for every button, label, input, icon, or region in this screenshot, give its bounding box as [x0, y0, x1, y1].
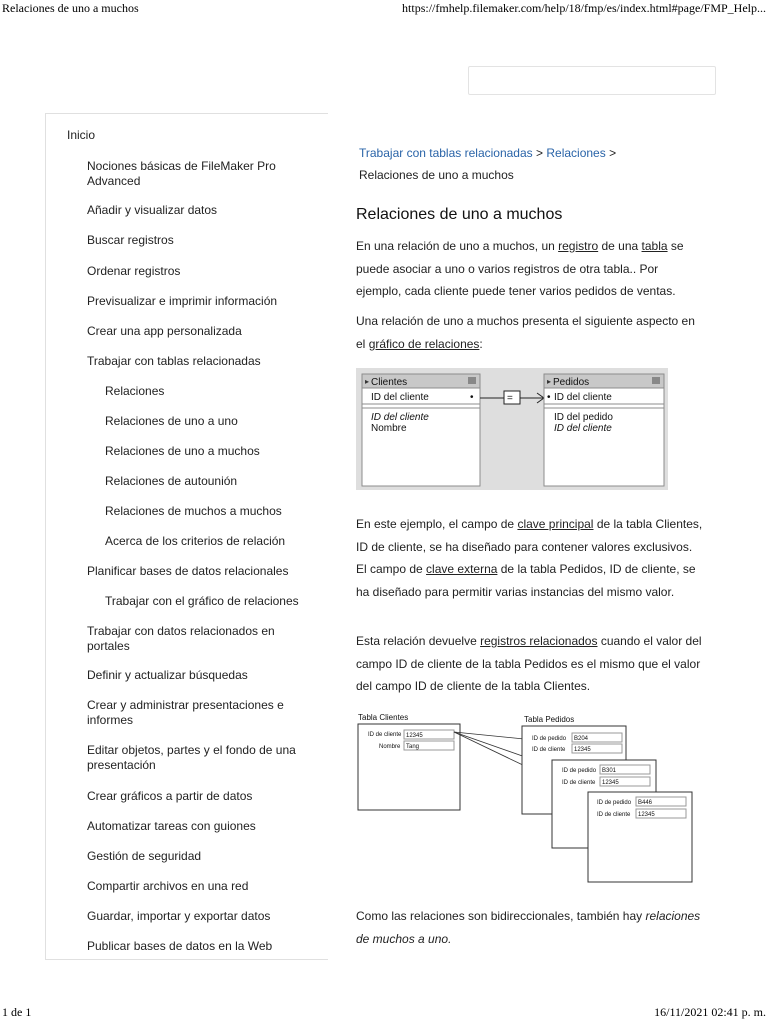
table-occurrence-clientes	[362, 374, 480, 486]
svg-text:12345: 12345	[574, 747, 591, 753]
breadcrumb-separator: >	[536, 146, 544, 160]
toc-item-criterios[interactable]: Acerca de los criterios de relación	[105, 534, 286, 548]
toc-item-editar-objetos[interactable]: Editar objetos, partes y el fondo de una presentación	[87, 743, 296, 772]
toc-item-uno-a-uno[interactable]: Relaciones de uno a uno	[105, 414, 238, 428]
breadcrumb	[359, 142, 659, 186]
paragraph-example: En este ejemplo, el campo de clave principal de la tabla Clientes, ID de cliente, se ha diseñado para contener valores exclusivos. El campo de clave externa de la tabla Pedidos, ID de cliente, se ha diseñado para permitir varias instancias del mismo valor.	[356, 517, 703, 599]
toc-item-tablas-relacionadas[interactable]: Trabajar con tablas relacionadas	[87, 354, 261, 368]
key-field-clientes: ID del cliente	[371, 392, 429, 403]
breadcrumb-separator: >	[609, 146, 617, 160]
client-record-card	[358, 724, 460, 810]
toc-item-publicar[interactable]: Publicar bases de datos en la Web	[87, 939, 273, 953]
paragraph-intro: En una relación de uno a muchos, un registro de una tabla se puede asociar a uno o varios registros de otra tabla.. Por ejemplo, cada cliente puede tener varios pedidos de ventas.	[356, 239, 684, 298]
toc-item-portales[interactable]: Trabajar con datos relacionados en portales	[87, 624, 275, 653]
key-field-pedidos: ID del cliente	[554, 392, 612, 403]
toc-item-presentaciones[interactable]: Crear y administrar presentaciones e informes	[87, 698, 284, 727]
link-registro[interactable]: registro	[558, 239, 599, 253]
field-id-cliente-pedidos: ID del cliente	[554, 423, 612, 434]
svg-text:ID de cliente: ID de cliente	[532, 747, 566, 753]
toc-item-busquedas[interactable]: Definir y actualizar búsquedas	[87, 668, 248, 682]
svg-text:Nombre: Nombre	[379, 744, 401, 750]
svg-text:B204: B204	[574, 736, 589, 742]
svg-text:ID de pedido: ID de pedido	[597, 800, 632, 806]
toc-item-seguridad[interactable]: Gestión de seguridad	[87, 849, 202, 863]
toc-item-grafico-relaciones[interactable]: Trabajar con el gráfico de relaciones	[105, 594, 299, 608]
breadcrumb-link-relaciones[interactable]: Relaciones	[546, 146, 606, 160]
field-bullet-icon: •	[547, 392, 551, 403]
text-muchos-a-uno: relaciones de muchos a uno.	[356, 909, 701, 946]
svg-text:ID de cliente: ID de cliente	[597, 812, 631, 818]
toc-item-ordenar[interactable]: Ordenar registros	[87, 264, 181, 278]
expand-arrow-icon: ▸	[365, 377, 370, 386]
svg-text:ID de pedido: ID de pedido	[562, 768, 597, 774]
print-footer	[0, 1004, 768, 1024]
toc-item-crear-app[interactable]: Crear una app personalizada	[87, 324, 242, 338]
label-tabla-clientes: Tabla Clientes	[358, 713, 409, 722]
records-illustration-figure	[356, 708, 694, 886]
collapse-icon	[652, 377, 660, 384]
print-page-title: Relaciones de uno a muchos	[2, 1, 139, 15]
breadcrumb-link-tablas[interactable]: Trabajar con tablas relacionadas	[359, 146, 533, 160]
relationship-connector[interactable]	[480, 391, 544, 404]
label-tabla-pedidos: Tabla Pedidos	[524, 715, 575, 724]
collapse-icon	[468, 377, 476, 384]
toc-item-muchos-a-muchos[interactable]: Relaciones de muchos a muchos	[105, 504, 282, 518]
svg-text:12345: 12345	[406, 733, 423, 739]
page-title: Relaciones de uno a muchos	[356, 206, 563, 223]
svg-text:ID de cliente: ID de cliente	[562, 780, 596, 786]
search-input[interactable]	[468, 66, 716, 95]
expand-arrow-icon: ▸	[547, 377, 552, 386]
print-datetime: 16/11/2021 02:41 p. m.	[654, 1005, 766, 1019]
svg-text:12345: 12345	[602, 780, 619, 786]
toc-item-guiones[interactable]: Automatizar tareas con guiones	[87, 819, 256, 833]
svg-text:B446: B446	[638, 800, 653, 806]
toc-item-graficos[interactable]: Crear gráficos a partir de datos	[87, 789, 253, 803]
toc-item-inicio[interactable]: Inicio	[67, 128, 96, 142]
link-clave-externa[interactable]: clave externa	[426, 562, 498, 576]
svg-text:B301: B301	[602, 768, 617, 774]
toc-item-autounion[interactable]: Relaciones de autounión	[105, 474, 238, 488]
relationship-operator: =	[507, 393, 513, 404]
svg-text:ID de pedido: ID de pedido	[532, 736, 567, 742]
print-page-url: https://fmhelp.filemaker.com/help/18/fmp/es/index.html#page/FMP_Help...	[402, 1, 766, 15]
field-id-cliente: ID del cliente	[371, 412, 429, 423]
toc-item-buscar[interactable]: Buscar registros	[87, 233, 174, 247]
svg-text:ID de cliente: ID de cliente	[368, 732, 402, 738]
paragraph-bidirectional: Como las relaciones son bidireccionales, también hay relaciones de muchos a uno.	[356, 909, 701, 946]
toc-item-uno-a-muchos[interactable]: Relaciones de uno a muchos	[105, 444, 260, 458]
toc-item-compartir[interactable]: Compartir archivos en una red	[87, 879, 249, 893]
print-header	[0, 0, 768, 18]
toc-item-nociones[interactable]: Nociones básicas de FileMaker Pro Advanced	[87, 159, 276, 188]
table-name-pedidos: Pedidos	[553, 377, 590, 388]
table-name-clientes: Clientes	[371, 377, 408, 388]
toc-item-planificar[interactable]: Planificar bases de datos relacionales	[87, 564, 289, 578]
svg-text:12345: 12345	[638, 812, 655, 818]
toc-item-relaciones[interactable]: Relaciones	[105, 384, 165, 398]
breadcrumb-current: Relaciones de uno a muchos	[359, 168, 514, 182]
paragraph-related-records: Esta relación devuelve registros relacionados cuando el valor del campo ID de cliente de la tabla Pedidos es el mismo que el valor del campo ID de cliente de la tabla Clientes.	[356, 634, 702, 693]
table-occurrence-pedidos	[544, 374, 664, 486]
field-nombre: Nombre	[371, 423, 407, 434]
link-clave-principal[interactable]: clave principal	[517, 517, 594, 531]
field-id-pedido: ID del pedido	[554, 412, 613, 423]
link-registros-relacionados[interactable]: registros relacionados	[480, 634, 598, 648]
toc-item-guardar[interactable]: Guardar, importar y exportar datos	[87, 909, 271, 923]
order-record-card	[588, 792, 692, 882]
toc-item-anadir[interactable]: Añadir y visualizar datos	[87, 203, 218, 217]
toc-item-previsualizar[interactable]: Previsualizar e imprimir información	[87, 294, 278, 308]
link-tabla[interactable]: tabla	[641, 239, 668, 253]
relationships-graph-figure	[356, 368, 668, 490]
svg-text:Tang: Tang	[406, 744, 420, 750]
toc-sidebar	[45, 113, 328, 960]
print-page-number: 1 de 1	[2, 1005, 32, 1019]
field-bullet-icon: •	[470, 392, 474, 403]
link-grafico-relaciones[interactable]: gráfico de relaciones	[368, 336, 480, 351]
paragraph-aspect: Una relación de uno a muchos presenta el siguiente aspecto en el gráfico de relaciones:	[356, 314, 695, 351]
